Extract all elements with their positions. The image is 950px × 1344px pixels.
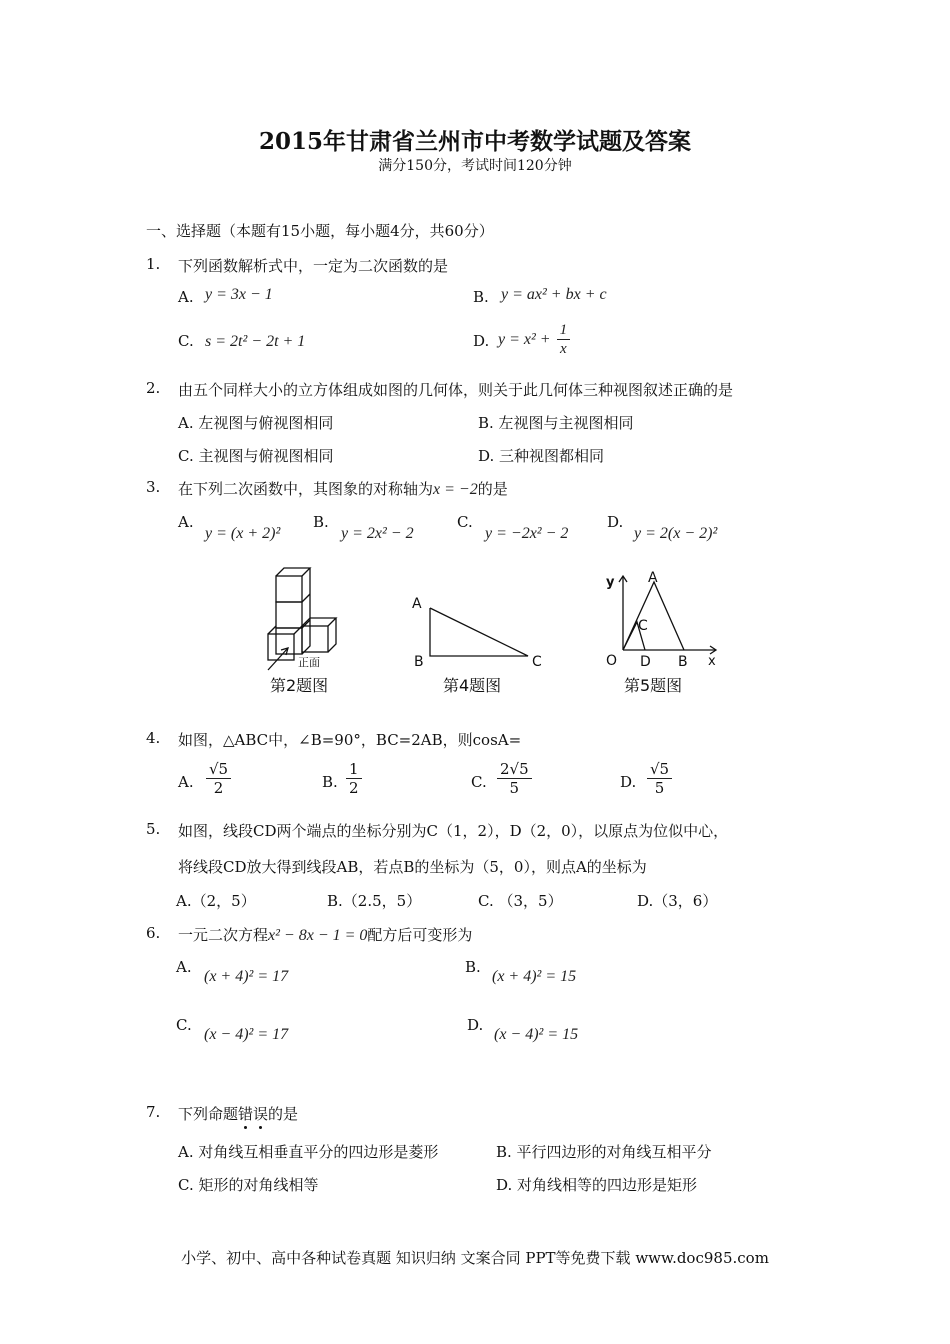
point-c-label: C xyxy=(532,654,542,670)
option-d-label: D. xyxy=(607,513,624,531)
section-heading: 一、选择题（本题有15小题，每小题4分，共60分） xyxy=(146,222,494,240)
inline-expr: x = −2 xyxy=(433,481,478,498)
option-a: A.（2，5） xyxy=(176,892,256,910)
point-b-label: B xyxy=(414,654,424,670)
origin-label: O xyxy=(606,653,618,669)
option-b-fraction xyxy=(346,760,362,797)
option-b-label: B. xyxy=(322,773,338,791)
front-label: 正面 xyxy=(298,656,320,669)
question-text xyxy=(178,478,508,499)
option-c-label: C. xyxy=(178,332,194,350)
figure-5-coordinate xyxy=(619,576,716,654)
option-a-expr: y = 3x − 1 xyxy=(205,286,273,303)
point-a-label: A xyxy=(648,570,658,586)
question-text-post: 配方后可变形为 xyxy=(367,926,473,944)
point-c-label: C xyxy=(638,618,648,634)
fraction xyxy=(557,321,571,358)
question-number: 2. xyxy=(146,379,161,397)
emphasis-char: 误 xyxy=(253,1105,269,1123)
question-text: 由五个同样大小的立方体组成如图的几何体，则关于此几何体三种视图叙述正确的是 xyxy=(178,381,734,399)
fraction-numerator: 1 xyxy=(557,321,571,340)
option-b-label: B. xyxy=(313,513,329,531)
question-text-post: 的是 xyxy=(477,480,508,498)
question-text: 下列函数解析式中，一定为二次函数的是 xyxy=(178,257,449,275)
fraction-denominator: 2 xyxy=(213,779,224,797)
question-text xyxy=(178,1103,298,1124)
question-number: 7. xyxy=(146,1103,161,1121)
question-text-pre: 下列命题 xyxy=(178,1105,239,1123)
question-number: 6. xyxy=(146,924,161,942)
option-b: B. 左视图与主视图相同 xyxy=(478,414,634,432)
question-number: 3. xyxy=(146,478,161,496)
question-text-post: 的是 xyxy=(268,1105,299,1123)
question-text xyxy=(178,924,472,945)
option-a: A. 对角线互相垂直平分的四边形是菱形 xyxy=(178,1143,439,1161)
option-c: C. 主视图与俯视图相同 xyxy=(178,447,334,465)
fraction-numerator: √5 xyxy=(647,760,672,779)
option-b: B. 平行四边形的对角线互相平分 xyxy=(496,1143,712,1161)
fraction-numerator: 1 xyxy=(346,760,362,779)
fraction-numerator: 2√5 xyxy=(497,760,532,779)
fraction-denominator: 2 xyxy=(349,779,359,797)
question-text-pre: 一元二次方程 xyxy=(178,926,269,944)
option-d: D.（3，6） xyxy=(637,892,718,910)
page-subtitle: 满分150分，考试时间120分钟 xyxy=(378,158,572,174)
option-b-label: B. xyxy=(473,288,489,306)
option-c-fraction xyxy=(497,760,532,797)
point-d-label: D xyxy=(640,654,651,670)
option-c: C. （3，5） xyxy=(478,892,563,910)
option-a-expr: (x + 4)² = 17 xyxy=(204,968,289,985)
point-a-label: A xyxy=(412,596,422,612)
fraction-denominator: 5 xyxy=(509,779,520,797)
option-c-expr: y = −2x² − 2 xyxy=(485,525,569,542)
option-c-expr: s = 2t² − 2t + 1 xyxy=(205,333,306,350)
question-number: 5. xyxy=(146,820,161,838)
fraction-denominator: 5 xyxy=(654,779,665,797)
option-d-expr: y = 2(x − 2)² xyxy=(634,525,718,542)
figures xyxy=(240,562,740,702)
option-a: A. 左视图与俯视图相同 xyxy=(178,414,334,432)
option-c-label: C. xyxy=(457,513,473,531)
option-d: D. 三种视图都相同 xyxy=(478,447,605,465)
option-b-label: B. xyxy=(465,958,481,976)
option-a-label: A. xyxy=(176,958,192,976)
option-a-label: A. xyxy=(178,773,194,791)
question-text-line2: 将线段CD放大得到线段AB，若点B的坐标为（5，0），则点A的坐标为 xyxy=(178,858,647,876)
figure-4-triangle xyxy=(430,608,528,656)
option-d-fraction xyxy=(647,760,672,797)
option-b-expr: y = 2x² − 2 xyxy=(341,525,414,542)
fraction-denominator: x xyxy=(560,341,567,357)
y-axis-label: y xyxy=(606,575,615,590)
option-c: C. 矩形的对角线相等 xyxy=(178,1176,319,1194)
emphasis-char: 错 xyxy=(238,1105,254,1123)
option-d-expr-main: y = x² + xyxy=(498,330,551,348)
option-d-label: D. xyxy=(473,332,490,350)
option-d-label: D. xyxy=(467,1016,484,1034)
option-b: B.（2.5，5） xyxy=(327,892,422,910)
option-c-expr: (x − 4)² = 17 xyxy=(204,1026,289,1043)
option-a-expr: y = (x + 2)² xyxy=(205,525,281,542)
inline-expr: x² − 8x − 1 = 0 xyxy=(268,927,368,944)
option-b-expr: y = ax² + bx + c xyxy=(501,286,607,303)
option-b-expr: (x + 4)² = 15 xyxy=(492,968,577,985)
question-text-line1: 如图，线段CD两个端点的坐标分别为C（1，2），D（2，0），以原点为位似中心， xyxy=(178,822,729,840)
question-number: 1. xyxy=(146,255,161,273)
question-number: 4. xyxy=(146,729,161,747)
option-a-label: A. xyxy=(178,513,194,531)
figure-5-caption: 第5题图 xyxy=(624,676,683,695)
option-c-label: C. xyxy=(176,1016,192,1034)
fraction-numerator: √5 xyxy=(206,760,231,779)
figure-2-caption: 第2题图 xyxy=(270,676,329,695)
question-text-pre: 在下列二次函数中，其图象的对称轴为 xyxy=(178,480,434,498)
point-b-label: B xyxy=(678,654,688,670)
option-d-expr xyxy=(498,321,570,358)
option-a-label: A. xyxy=(178,288,194,306)
question-text: 如图，△ABC中，∠B=90°，BC=2AB，则cosA= xyxy=(178,731,522,749)
page-title: 2015年甘肃省兰州市中考数学试题及答案 xyxy=(258,128,691,155)
x-axis-label: x xyxy=(708,654,716,669)
footer-text: 小学、初中、高中各种试卷真题 知识归纳 文案合同 PPT等免费下载 www.doc985.com xyxy=(181,1249,769,1267)
option-a-fraction xyxy=(206,760,231,797)
option-d-label: D. xyxy=(620,773,637,791)
option-c-label: C. xyxy=(471,773,487,791)
figure-2-cubes xyxy=(268,568,336,670)
option-d: D. 对角线相等的四边形是矩形 xyxy=(496,1176,698,1194)
figure-4-caption: 第4题图 xyxy=(443,676,502,695)
option-d-expr: (x − 4)² = 15 xyxy=(494,1026,579,1043)
